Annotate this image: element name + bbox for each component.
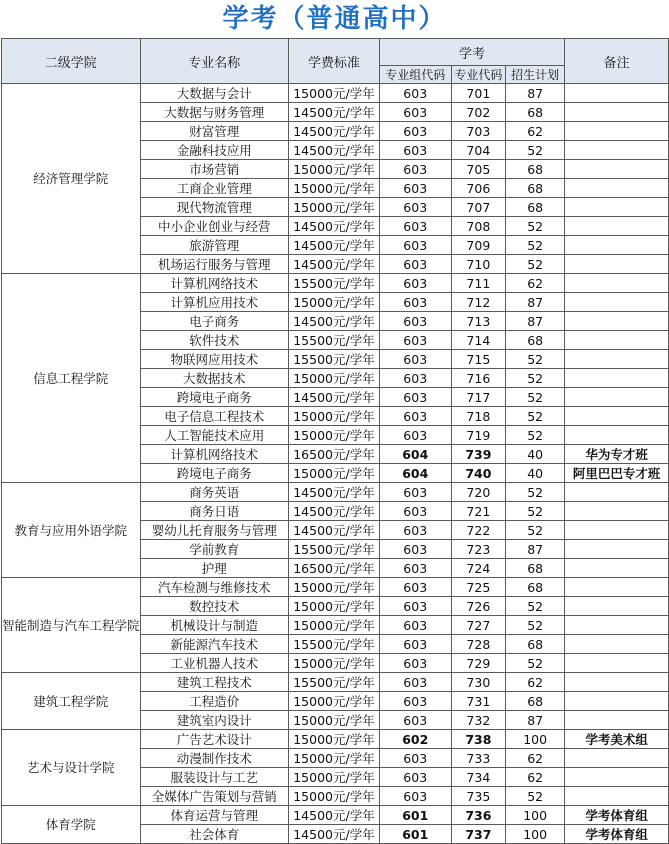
tuition-cell: 14500元/学年 <box>289 388 380 407</box>
group-code-cell: 603 <box>379 635 451 654</box>
group-code-cell: 603 <box>379 768 451 787</box>
tuition-cell: 15000元/学年 <box>289 730 380 749</box>
group-code-cell: 604 <box>379 464 451 483</box>
program-code-cell: 710 <box>451 255 506 274</box>
program-cell: 电子商务 <box>140 312 288 331</box>
plan-cell: 52 <box>506 388 565 407</box>
program-code-cell: 730 <box>451 673 506 692</box>
table-row <box>2 730 669 749</box>
header-note: 备注 <box>565 39 669 84</box>
note-cell <box>565 312 669 331</box>
plan-cell: 87 <box>506 293 565 312</box>
program-code-cell: 708 <box>451 217 506 236</box>
group-code-cell: 603 <box>379 274 451 293</box>
plan-cell: 52 <box>506 350 565 369</box>
tuition-cell: 14500元/学年 <box>289 806 380 825</box>
plan-cell: 87 <box>506 711 565 730</box>
note-cell <box>565 350 669 369</box>
note-cell <box>565 768 669 787</box>
tuition-cell: 15000元/学年 <box>289 198 380 217</box>
program-cell: 大数据与会计 <box>140 84 288 103</box>
program-code-cell: 720 <box>451 483 506 502</box>
group-code-cell: 603 <box>379 141 451 160</box>
program-code-cell: 706 <box>451 179 506 198</box>
note-cell <box>565 483 669 502</box>
program-code-cell: 719 <box>451 426 506 445</box>
program-code-cell: 738 <box>451 730 506 749</box>
plan-cell: 68 <box>506 578 565 597</box>
group-code-cell: 603 <box>379 236 451 255</box>
group-code-cell: 603 <box>379 198 451 217</box>
tuition-cell: 15500元/学年 <box>289 331 380 350</box>
group-code-cell: 603 <box>379 407 451 426</box>
tuition-cell: 14500元/学年 <box>289 483 380 502</box>
tuition-cell: 15500元/学年 <box>289 635 380 654</box>
note-cell <box>565 578 669 597</box>
table-row <box>2 483 669 502</box>
tuition-cell: 14500元/学年 <box>289 236 380 255</box>
tuition-cell: 15500元/学年 <box>289 350 380 369</box>
program-code-cell: 715 <box>451 350 506 369</box>
program-cell: 计算机网络技术 <box>140 445 288 464</box>
program-code-cell: 712 <box>451 293 506 312</box>
tuition-cell: 15000元/学年 <box>289 179 380 198</box>
program-cell: 建筑室内设计 <box>140 711 288 730</box>
note-cell <box>565 331 669 350</box>
program-code-cell: 718 <box>451 407 506 426</box>
group-code-cell: 603 <box>379 483 451 502</box>
program-code-cell: 729 <box>451 654 506 673</box>
program-cell: 软件技术 <box>140 331 288 350</box>
program-cell: 跨境电子商务 <box>140 388 288 407</box>
program-cell: 机械设计与制造 <box>140 616 288 635</box>
program-code-cell: 724 <box>451 559 506 578</box>
program-cell: 汽车检测与维修技术 <box>140 578 288 597</box>
tuition-cell: 15000元/学年 <box>289 426 380 445</box>
note-cell <box>565 198 669 217</box>
program-code-cell: 737 <box>451 825 506 844</box>
plan-cell: 87 <box>506 84 565 103</box>
group-code-cell: 603 <box>379 369 451 388</box>
program-code-cell: 736 <box>451 806 506 825</box>
plan-cell: 52 <box>506 236 565 255</box>
group-code-cell: 603 <box>379 540 451 559</box>
program-code-cell: 705 <box>451 160 506 179</box>
note-cell <box>565 616 669 635</box>
tuition-cell: 15000元/学年 <box>289 578 380 597</box>
program-cell: 市场营销 <box>140 160 288 179</box>
college-cell: 体育学院 <box>2 806 141 844</box>
program-cell: 工业机器人技术 <box>140 654 288 673</box>
note-cell: 学考体育组 <box>565 806 669 825</box>
group-code-cell: 603 <box>379 84 451 103</box>
program-cell: 广告艺术设计 <box>140 730 288 749</box>
program-code-cell: 717 <box>451 388 506 407</box>
note-cell <box>565 559 669 578</box>
group-code-cell: 603 <box>379 426 451 445</box>
program-code-cell: 704 <box>451 141 506 160</box>
program-cell: 动漫制作技术 <box>140 749 288 768</box>
note-cell <box>565 179 669 198</box>
header-program: 专业名称 <box>140 39 288 84</box>
note-cell <box>565 141 669 160</box>
note-cell <box>565 369 669 388</box>
plan-cell: 52 <box>506 616 565 635</box>
note-cell <box>565 654 669 673</box>
program-code-cell: 733 <box>451 749 506 768</box>
plan-cell: 68 <box>506 559 565 578</box>
group-code-cell: 603 <box>379 597 451 616</box>
program-code-cell: 725 <box>451 578 506 597</box>
group-code-cell: 603 <box>379 217 451 236</box>
tuition-cell: 15000元/学年 <box>289 464 380 483</box>
program-code-cell: 722 <box>451 521 506 540</box>
program-code-cell: 711 <box>451 274 506 293</box>
header-program-code: 专业代码 <box>451 66 506 84</box>
tuition-cell: 14500元/学年 <box>289 122 380 141</box>
plan-cell: 100 <box>506 825 565 844</box>
program-cell: 电子信息工程技术 <box>140 407 288 426</box>
table-row <box>2 84 669 103</box>
program-cell: 金融科技应用 <box>140 141 288 160</box>
tuition-cell: 15000元/学年 <box>289 84 380 103</box>
header-xuekao: 学考 <box>379 39 564 66</box>
group-code-cell: 603 <box>379 388 451 407</box>
program-code-cell: 709 <box>451 236 506 255</box>
college-cell: 艺术与设计学院 <box>2 730 141 806</box>
group-code-cell: 603 <box>379 122 451 141</box>
note-cell <box>565 217 669 236</box>
program-code-cell: 727 <box>451 616 506 635</box>
note-cell <box>565 407 669 426</box>
group-code-cell: 603 <box>379 160 451 179</box>
program-cell: 计算机应用技术 <box>140 293 288 312</box>
note-cell <box>565 749 669 768</box>
header-plan: 招生计划 <box>506 66 565 84</box>
program-code-cell: 714 <box>451 331 506 350</box>
college-cell: 智能制造与汽车工程学院 <box>2 578 141 673</box>
plan-cell: 68 <box>506 635 565 654</box>
plan-cell: 62 <box>506 768 565 787</box>
plan-cell: 100 <box>506 806 565 825</box>
plan-cell: 62 <box>506 673 565 692</box>
tuition-cell: 14500元/学年 <box>289 141 380 160</box>
tuition-cell: 14500元/学年 <box>289 825 380 844</box>
tuition-cell: 14500元/学年 <box>289 255 380 274</box>
tuition-cell: 15000元/学年 <box>289 407 380 426</box>
plan-cell: 68 <box>506 179 565 198</box>
group-code-cell: 603 <box>379 787 451 806</box>
program-cell: 中小企业创业与经营 <box>140 217 288 236</box>
note-cell: 学考美术组 <box>565 730 669 749</box>
program-cell: 工程造价 <box>140 692 288 711</box>
group-code-cell: 603 <box>379 578 451 597</box>
tuition-cell: 16500元/学年 <box>289 445 380 464</box>
plan-cell: 52 <box>506 426 565 445</box>
plan-cell: 52 <box>506 597 565 616</box>
plan-cell: 100 <box>506 730 565 749</box>
program-code-cell: 734 <box>451 768 506 787</box>
program-cell: 商务日语 <box>140 502 288 521</box>
program-cell: 财富管理 <box>140 122 288 141</box>
college-cell: 教育与应用外语学院 <box>2 483 141 578</box>
group-code-cell: 601 <box>379 825 451 844</box>
program-code-cell: 739 <box>451 445 506 464</box>
program-cell: 现代物流管理 <box>140 198 288 217</box>
header-college: 二级学院 <box>2 39 141 84</box>
plan-cell: 87 <box>506 312 565 331</box>
plan-cell: 68 <box>506 331 565 350</box>
program-cell: 体育运营与管理 <box>140 806 288 825</box>
table-row <box>2 578 669 597</box>
plan-cell: 52 <box>506 255 565 274</box>
note-cell <box>565 692 669 711</box>
plan-cell: 52 <box>506 141 565 160</box>
note-cell <box>565 426 669 445</box>
plan-cell: 68 <box>506 103 565 122</box>
note-cell <box>565 673 669 692</box>
program-cell: 计算机网络技术 <box>140 274 288 293</box>
group-code-cell: 603 <box>379 502 451 521</box>
tuition-cell: 15000元/学年 <box>289 787 380 806</box>
plan-cell: 87 <box>506 540 565 559</box>
plan-cell: 52 <box>506 217 565 236</box>
plan-cell: 52 <box>506 407 565 426</box>
tuition-cell: 15500元/学年 <box>289 274 380 293</box>
group-code-cell: 603 <box>379 711 451 730</box>
program-cell: 社会体育 <box>140 825 288 844</box>
plan-cell: 68 <box>506 198 565 217</box>
program-code-cell: 707 <box>451 198 506 217</box>
college-cell: 建筑工程学院 <box>2 673 141 730</box>
program-cell: 全媒体广告策划与营销 <box>140 787 288 806</box>
group-code-cell: 603 <box>379 692 451 711</box>
group-code-cell: 603 <box>379 521 451 540</box>
note-cell: 阿里巴巴专才班 <box>565 464 669 483</box>
page-title: 学考（普通高中） <box>222 4 447 34</box>
note-cell <box>565 84 669 103</box>
group-code-cell: 603 <box>379 654 451 673</box>
program-code-cell: 701 <box>451 84 506 103</box>
note-cell <box>565 711 669 730</box>
program-code-cell: 735 <box>451 787 506 806</box>
tuition-cell: 15000元/学年 <box>289 616 380 635</box>
program-code-cell: 740 <box>451 464 506 483</box>
program-code-cell: 721 <box>451 502 506 521</box>
note-cell <box>565 160 669 179</box>
program-cell: 跨境电子商务 <box>140 464 288 483</box>
tuition-cell: 15000元/学年 <box>289 293 380 312</box>
program-code-cell: 723 <box>451 540 506 559</box>
plan-cell: 40 <box>506 445 565 464</box>
program-cell: 大数据技术 <box>140 369 288 388</box>
tuition-cell: 16500元/学年 <box>289 559 380 578</box>
program-code-cell: 702 <box>451 103 506 122</box>
program-cell: 人工智能技术应用 <box>140 426 288 445</box>
college-cell: 信息工程学院 <box>2 274 141 483</box>
plan-cell: 68 <box>506 692 565 711</box>
program-code-cell: 713 <box>451 312 506 331</box>
tuition-cell: 15000元/学年 <box>289 692 380 711</box>
table-body <box>2 84 669 844</box>
note-cell <box>565 540 669 559</box>
group-code-cell: 603 <box>379 331 451 350</box>
program-cell: 大数据与财务管理 <box>140 103 288 122</box>
college-cell: 经济管理学院 <box>2 84 141 274</box>
program-code-cell: 726 <box>451 597 506 616</box>
tuition-cell: 15000元/学年 <box>289 768 380 787</box>
plan-cell: 52 <box>506 502 565 521</box>
tuition-cell: 14500元/学年 <box>289 502 380 521</box>
note-cell <box>565 236 669 255</box>
note-cell <box>565 787 669 806</box>
tuition-cell: 14500元/学年 <box>289 521 380 540</box>
program-code-cell: 728 <box>451 635 506 654</box>
note-cell <box>565 502 669 521</box>
group-code-cell: 603 <box>379 179 451 198</box>
program-cell: 护理 <box>140 559 288 578</box>
header-group-code: 专业组代码 <box>379 66 451 84</box>
program-cell: 数控技术 <box>140 597 288 616</box>
note-cell <box>565 255 669 274</box>
note-cell <box>565 388 669 407</box>
group-code-cell: 603 <box>379 673 451 692</box>
plan-cell: 52 <box>506 521 565 540</box>
tuition-cell: 15000元/学年 <box>289 654 380 673</box>
group-code-cell: 603 <box>379 559 451 578</box>
group-code-cell: 602 <box>379 730 451 749</box>
program-cell: 婴幼儿托育服务与管理 <box>140 521 288 540</box>
plan-cell: 52 <box>506 483 565 502</box>
program-cell: 建筑工程技术 <box>140 673 288 692</box>
plan-cell: 62 <box>506 274 565 293</box>
tuition-cell: 14500元/学年 <box>289 217 380 236</box>
tuition-cell: 14500元/学年 <box>289 103 380 122</box>
group-code-cell: 603 <box>379 312 451 331</box>
program-cell: 旅游管理 <box>140 236 288 255</box>
program-cell: 工商企业管理 <box>140 179 288 198</box>
group-code-cell: 603 <box>379 293 451 312</box>
tuition-cell: 15000元/学年 <box>289 749 380 768</box>
note-cell: 学考体育组 <box>565 825 669 844</box>
tuition-cell: 15000元/学年 <box>289 597 380 616</box>
note-cell <box>565 635 669 654</box>
program-code-cell: 703 <box>451 122 506 141</box>
table-row <box>2 806 669 825</box>
table-row <box>2 673 669 692</box>
group-code-cell: 603 <box>379 749 451 768</box>
note-cell <box>565 597 669 616</box>
group-code-cell: 603 <box>379 255 451 274</box>
tuition-cell: 15000元/学年 <box>289 369 380 388</box>
note-cell <box>565 521 669 540</box>
note-cell: 华为专才班 <box>565 445 669 464</box>
group-code-cell: 603 <box>379 616 451 635</box>
program-cell: 物联网应用技术 <box>140 350 288 369</box>
group-code-cell: 603 <box>379 350 451 369</box>
plan-cell: 52 <box>506 654 565 673</box>
header-tuition: 学费标准 <box>289 39 380 84</box>
plan-cell: 40 <box>506 464 565 483</box>
plan-cell: 62 <box>506 749 565 768</box>
tuition-cell: 15500元/学年 <box>289 540 380 559</box>
note-cell <box>565 122 669 141</box>
note-cell <box>565 293 669 312</box>
program-cell: 新能源汽车技术 <box>140 635 288 654</box>
program-cell: 学前教育 <box>140 540 288 559</box>
tuition-cell: 15000元/学年 <box>289 160 380 179</box>
admission-table <box>1 38 669 844</box>
note-cell <box>565 103 669 122</box>
note-cell <box>565 274 669 293</box>
program-cell: 商务英语 <box>140 483 288 502</box>
plan-cell: 52 <box>506 369 565 388</box>
program-code-cell: 732 <box>451 711 506 730</box>
group-code-cell: 603 <box>379 103 451 122</box>
program-cell: 机场运行服务与管理 <box>140 255 288 274</box>
program-code-cell: 716 <box>451 369 506 388</box>
group-code-cell: 601 <box>379 806 451 825</box>
plan-cell: 52 <box>506 787 565 806</box>
tuition-cell: 14500元/学年 <box>289 312 380 331</box>
program-code-cell: 731 <box>451 692 506 711</box>
plan-cell: 68 <box>506 160 565 179</box>
tuition-cell: 15000元/学年 <box>289 711 380 730</box>
program-cell: 服装设计与工艺 <box>140 768 288 787</box>
table-row <box>2 274 669 293</box>
tuition-cell: 15500元/学年 <box>289 673 380 692</box>
plan-cell: 62 <box>506 122 565 141</box>
group-code-cell: 604 <box>379 445 451 464</box>
